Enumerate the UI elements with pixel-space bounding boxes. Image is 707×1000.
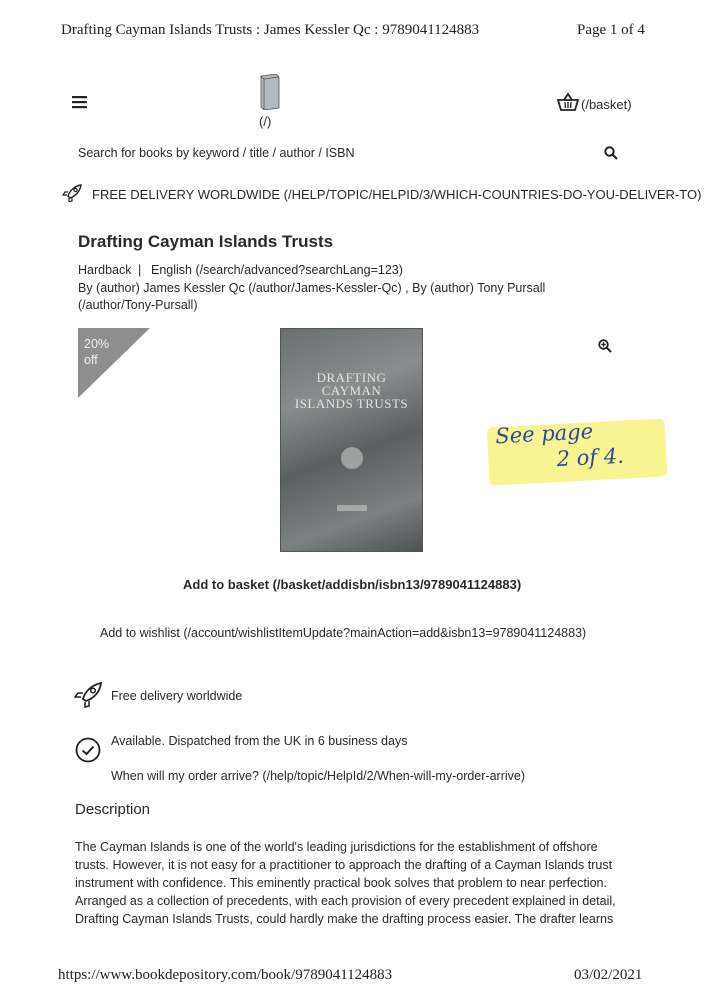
basket-icon[interactable]: [557, 92, 579, 117]
free-delivery-text: Free delivery worldwide: [111, 689, 243, 703]
description-line: The Cayman Islands is one of the world's leading jurisdictions for the establishment of offshore: [75, 840, 598, 854]
cover-title-line: ISLANDS TRUSTS: [294, 396, 409, 411]
handwritten-note-line1: See page: [494, 419, 594, 449]
description-line: Drafting Cayman Islands Trusts, could hardly make the drafting process easier. The drafter learns: [75, 912, 614, 926]
order-arrival-link[interactable]: When will my order arrive? (/help/topic/HelpId/2/When-will-my-order-arrive): [111, 769, 526, 783]
hamburger-icon[interactable]: [72, 96, 88, 114]
print-footer-date: 03/02/2021: [574, 967, 643, 983]
discount-percent: 20%: [84, 337, 110, 351]
zoom-icon[interactable]: [598, 339, 612, 358]
product-title: Drafting Cayman Islands Trusts: [78, 232, 334, 251]
basket-link[interactable]: (/basket): [581, 97, 632, 112]
print-header-title: Drafting Cayman Islands Trusts : James Kessler Qc : 9789041124883: [61, 22, 480, 38]
print-header-page: Page 1 of 4: [577, 22, 645, 38]
description-line: instrument with confidence. This eminently practical book solves that problem to near perfection.: [75, 876, 607, 890]
description-line: trusts. However, it is not easy for a practitioner to approach the drafting of a Cayman Islands trust: [75, 858, 613, 872]
author-line-2[interactable]: (/author/Tony-Pursall): [78, 298, 198, 312]
add-to-wishlist-link[interactable]: Add to wishlist (/account/wishlistItemUpdate?mainAction=add&isbn13=9789041124883): [100, 626, 587, 640]
discount-off: off: [84, 353, 98, 367]
delivery-banner-link[interactable]: FREE DELIVERY WORLDWIDE (/HELP/TOPIC/HELPID/3/WHICH-COUNTRIES-DO-YOU-DELIVER-TO): [92, 187, 702, 202]
format-separator: |: [138, 263, 142, 277]
cover-title-line: DRAFTING: [316, 370, 387, 385]
book-cover-image[interactable]: [280, 328, 423, 552]
rocket-icon: [62, 184, 82, 207]
handwritten-note-line2: 2 of 4.: [556, 443, 625, 472]
add-to-basket-button[interactable]: Add to basket (/basket/addisbn/isbn13/9789041124883): [183, 577, 522, 592]
author-line[interactable]: By (author) James Kessler Qc (/author/James-Kessler-Qc) , By (author) Tony Pursall: [78, 281, 546, 295]
discount-badge-text: [84, 336, 109, 368]
cover-title-line: CAYMAN: [321, 383, 382, 398]
description-line: Arranged as a collection of precedents, with each provision of every precedent explained in detail,: [75, 894, 616, 908]
check-circle-icon: [75, 737, 101, 768]
book-logo-icon[interactable]: [258, 74, 282, 115]
description-body: [75, 838, 655, 928]
rocket-icon: [74, 682, 102, 713]
cover-title: [281, 371, 422, 410]
logo-link[interactable]: (/): [259, 114, 272, 129]
product-format: Hardback: [78, 263, 132, 277]
description-heading: Description: [75, 801, 151, 818]
handwritten-note: [495, 417, 625, 476]
language-link[interactable]: English (/search/advanced?searchLang=123): [151, 263, 403, 277]
print-footer-url: https://www.bookdepository.com/book/9789041124883: [58, 967, 393, 983]
search-icon[interactable]: [604, 146, 618, 165]
availability-status: Available. Dispatched from the UK in 6 business days: [111, 734, 408, 748]
search-input[interactable]: Search for books by keyword / title / author / ISBN: [78, 146, 355, 160]
